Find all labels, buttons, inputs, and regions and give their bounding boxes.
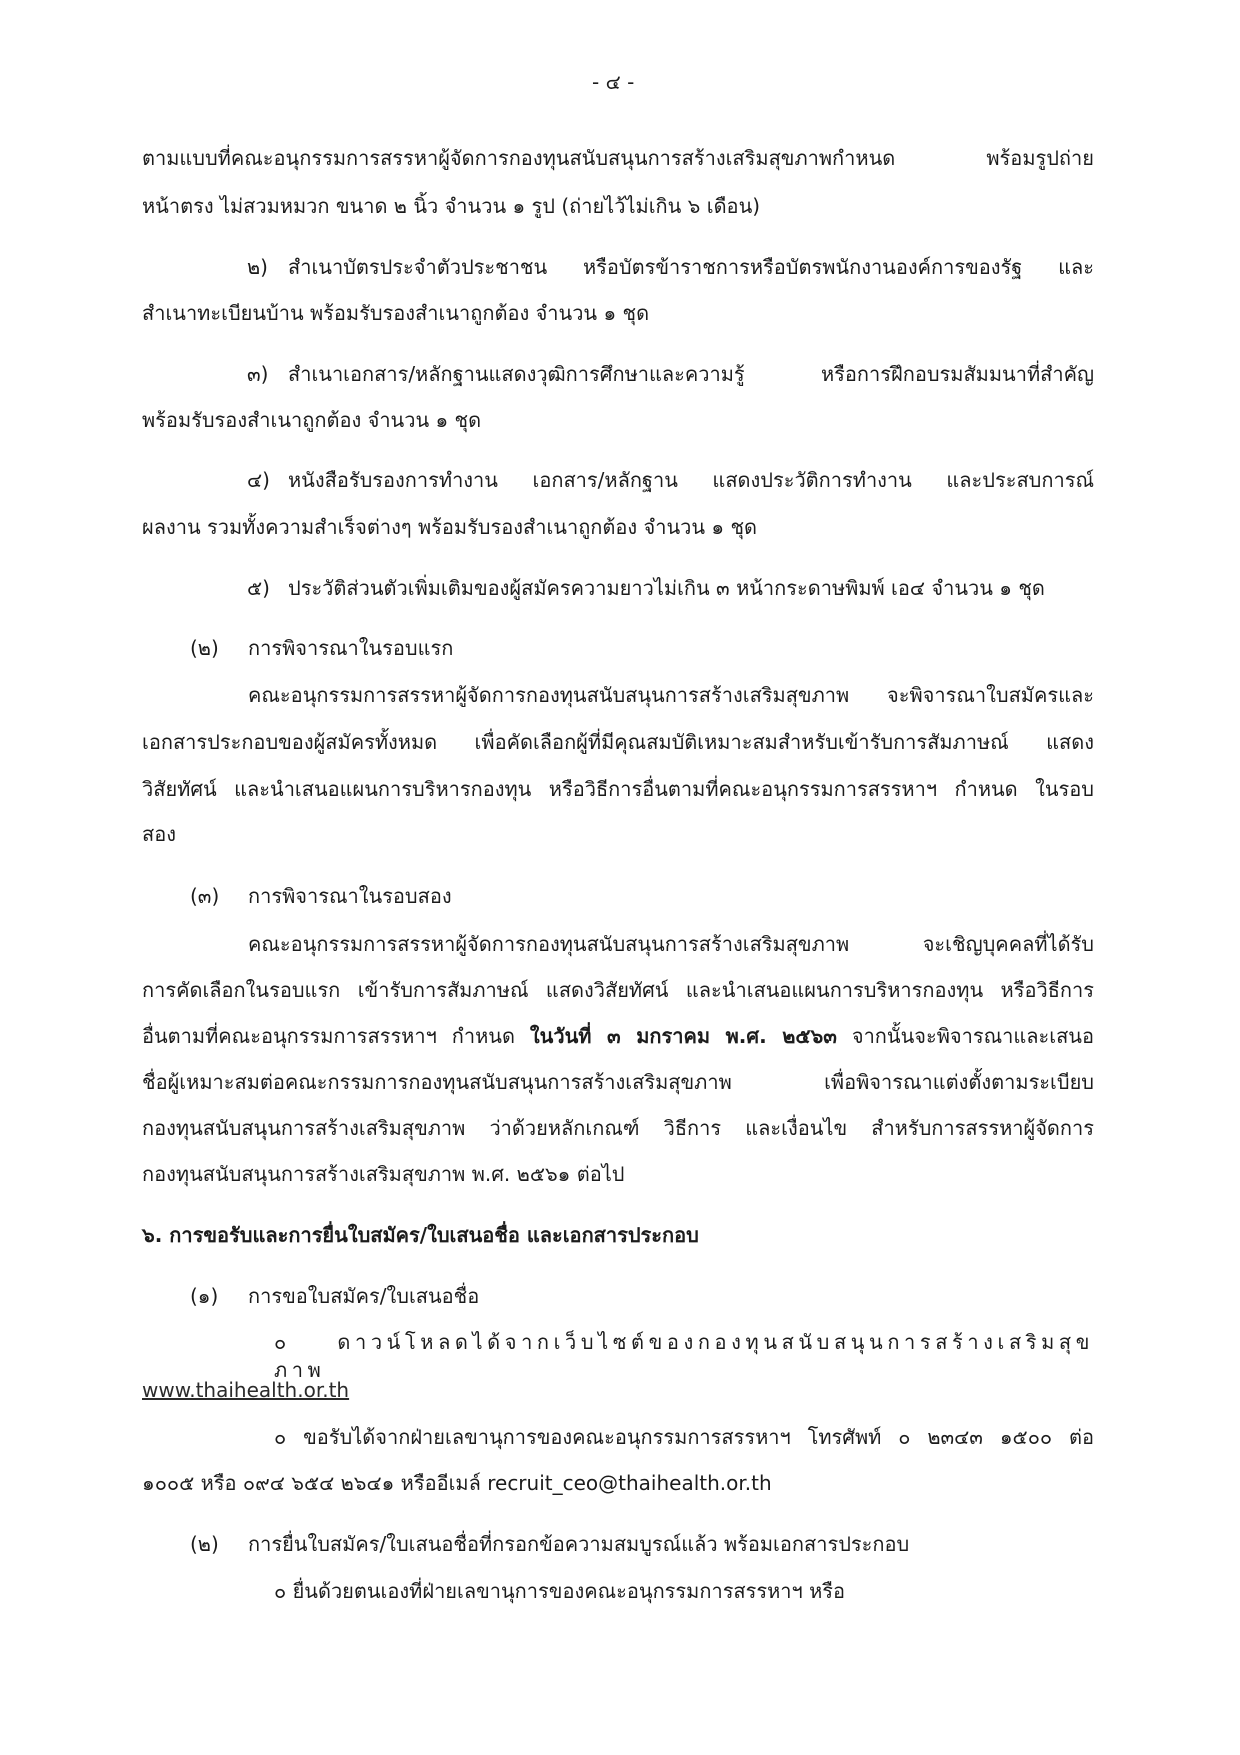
item-1-continued-line-1: ตามแบบที่คณะอนุกรรมการสรรหาผู้จัดการกองทุนสนับสนุนการสร้างเสริมสุขภาพกำหนด พร้อมรูปถ่าย	[142, 146, 1094, 170]
website-link[interactable]: www.thaihealth.or.th	[142, 1378, 350, 1402]
item-4-line-1: หนังสือรับรองการทำงาน เอกสาร/หลักฐาน แสดงประวัติการทำงาน และประสบการณ์	[288, 468, 1094, 492]
bullet-submit-in-person: ๐ ยื่นด้วยตนเองที่ฝ่ายเลขานุการของคณะอนุกรรมการสรรหาฯ หรือ	[274, 1579, 846, 1603]
heading-6-sub-1-number: (๑)	[190, 1284, 219, 1308]
bullet-request-line-2: ๑๐๐๕ หรือ ๐๙๔ ๖๕๔ ๒๖๔๑ หรืออีเมล์ recruit_ceo@thaihealth.or.th	[142, 1471, 772, 1495]
section-2-paragraph-line-4: สอง	[142, 822, 176, 846]
item-3-number: ๓)	[247, 362, 269, 386]
item-5-number: ๕)	[247, 576, 270, 600]
section-3-paragraph-line-4: ชื่อผู้เหมาะสมต่อคณะกรรมการกองทุนสนับสนุนการสร้างเสริมสุขภาพ เพื่อพิจารณาแต่งตั้งตามระเบียบ	[142, 1070, 1094, 1094]
item-1-continued-line-2: หน้าตรง ไม่สวมหมวก ขนาด ๒ นิ้ว จำนวน ๑ รูป (ถ่ายไว้ไม่เกิน ๖ เดือน)	[142, 194, 761, 218]
item-2-number: ๒)	[247, 255, 268, 279]
heading-6-sub-2-number: (๒)	[190, 1532, 219, 1556]
item-2-line-1: สำเนาบัตรประจำตัวประชาชน หรือบัตรข้าราชการหรือบัตรพนักงานองค์การของรัฐ และ	[288, 255, 1094, 279]
item-3-line-2: พร้อมรับรองสำเนาถูกต้อง จำนวน ๑ ชุด	[142, 408, 482, 432]
heading-6-sub-1-title: การขอใบสมัคร/ใบเสนอชื่อ	[248, 1284, 480, 1308]
item-4-number: ๔)	[247, 468, 270, 492]
item-3-line-1: สำเนาเอกสาร/หลักฐานแสดงวุฒิการศึกษาและความรู้ หรือการฝึกอบรมสัมมนาที่สำคัญ	[288, 362, 1094, 386]
section-2-number: (๒)	[190, 636, 219, 660]
section-3-paragraph-line-2: การคัดเลือกในรอบแรก เข้ารับการสัมภาษณ์ แสดงวิสัยทัศน์ และนำเสนอแผนการบริหารกองทุน หรือวิธีการ	[142, 978, 1094, 1002]
section-3-paragraph-line-3	[142, 1022, 1094, 1050]
item-5-line-1: ประวัติส่วนตัวเพิ่มเติมของผู้สมัครความยาวไม่เกิน ๓ หน้ากระดาษพิมพ์ เอ๔ จำนวน ๑ ชุด	[288, 576, 1045, 600]
section-3-line-3-text-a: อื่นตามที่คณะอนุกรรมการสรรหาฯ กำหนด	[142, 1024, 530, 1048]
section-2-paragraph-line-1: คณะอนุกรรมการสรรหาผู้จัดการกองทุนสนับสนุนการสร้างเสริมสุขภาพ จะพิจารณาใบสมัครและ	[248, 683, 1094, 707]
bullet-request-line-1: ๐ ขอรับได้จากฝ่ายเลขานุการของคณะอนุกรรมการสรรหาฯ โทรศัพท์ ๐ ๒๓๔๓ ๑๕๐๐ ต่อ	[274, 1425, 1094, 1449]
section-3-paragraph-line-6: กองทุนสนับสนุนการสร้างเสริมสุขภาพ พ.ศ. ๒๕๖๑ ต่อไป	[142, 1162, 625, 1186]
heading-6: ๖. การขอรับและการยื่นใบสมัคร/ใบเสนอชื่อ และเอกสารประกอบ	[142, 1223, 699, 1247]
page-number: - ๔ -	[592, 70, 635, 94]
section-3-paragraph-line-1: คณะอนุกรรมการสรรหาผู้จัดการกองทุนสนับสนุนการสร้างเสริมสุขภาพ จะเชิญบุคคลที่ได้รับ	[248, 932, 1094, 956]
item-2-line-2: สำเนาทะเบียนบ้าน พร้อมรับรองสำเนาถูกต้อง จำนวน ๑ ชุด	[142, 301, 650, 325]
section-3-title: การพิจารณาในรอบสอง	[248, 884, 452, 908]
section-3-line-3-text-c: จากนั้นจะพิจารณาและเสนอ	[836, 1024, 1094, 1048]
heading-6-sub-2-title: การยื่นใบสมัคร/ใบเสนอชื่อที่กรอกข้อความสมบูรณ์แล้ว พร้อมเอกสารประกอบ	[248, 1532, 910, 1556]
section-2-title: การพิจารณาในรอบแรก	[248, 636, 454, 660]
section-2-paragraph-line-2: เอกสารประกอบของผู้สมัครทั้งหมด เพื่อคัดเลือกผู้ที่มีคุณสมบัติเหมาะสมสำหรับเข้ารับการสัมภาษณ์ แสดง	[142, 730, 1094, 754]
section-3-interview-date: ในวันที่ ๓ มกราคม พ.ศ. ๒๕๖๓	[529, 1024, 837, 1048]
item-4-line-2: ผลงาน รวมทั้งความสำเร็จต่างๆ พร้อมรับรองสำเนาถูกต้อง จำนวน ๑ ชุด	[142, 515, 758, 539]
section-3-number: (๓)	[190, 884, 220, 908]
bullet-download-line-1: ๐ ดาวน์โหลดได้จากเว็บไซต์ของกองทุนสนับสนุนการสร้างเสริมสุขภาพ	[274, 1330, 1094, 1382]
section-3-paragraph-line-5: กองทุนสนับสนุนการสร้างเสริมสุขภาพ ว่าด้วยหลักเกณฑ์ วิธีการ และเงื่อนไข สำหรับการสรรหาผู้จัดการ	[142, 1116, 1094, 1140]
section-2-paragraph-line-3: วิสัยทัศน์ และนำเสนอแผนการบริหารกองทุน หรือวิธีการอื่นตามที่คณะอนุกรรมการสรรหาฯ กำหนด ในรอบ	[142, 777, 1094, 801]
